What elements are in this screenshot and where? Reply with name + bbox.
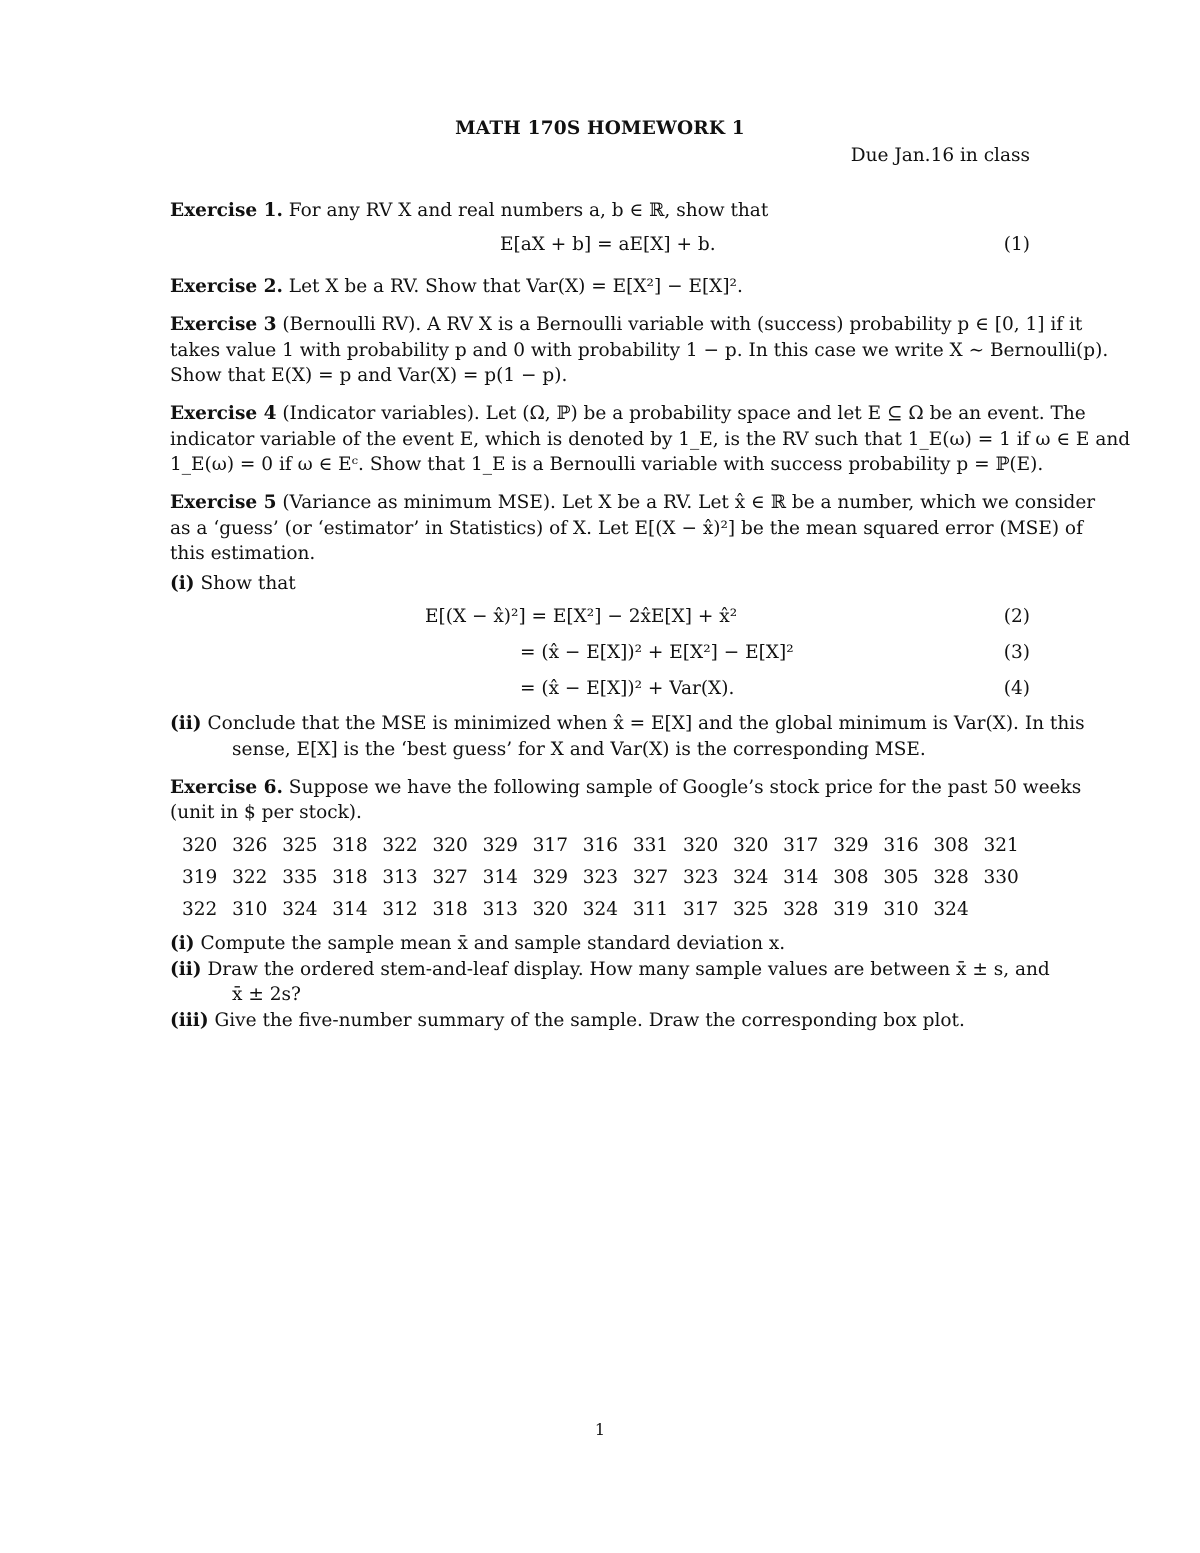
data-cell: 324 (282, 899, 318, 920)
exercise-6-text-1: Suppose we have the following sample of Google’s stock price for the past 50 weeks (288, 777, 1082, 798)
exercise-6-part-ii-text-1: Draw the ordered stem-and-leaf display. How many sample values are between x̄ ± s, and (207, 959, 1050, 980)
exercise-5-label: Exercise 5 (170, 492, 277, 513)
data-cell: 322 (382, 835, 418, 856)
equation-4: = (x̂ − E[X])² + Var(X). (520, 678, 735, 699)
data-cell: 320 (182, 835, 218, 856)
equation-3: = (x̂ − E[X])² + E[X²] − E[X]² (520, 642, 794, 663)
page-number: 1 (594, 1420, 606, 1439)
exercise-5-part-i-label: (i) (170, 573, 195, 594)
data-cell: 310 (883, 899, 919, 920)
data-cell: 335 (282, 867, 318, 888)
data-cell: 314 (783, 867, 819, 888)
equation-4-number: (4) (1003, 678, 1030, 699)
data-cell: 324 (933, 899, 969, 920)
data-cell: 317 (783, 835, 819, 856)
exercise-2-text: Let X be a RV. Show that Var(X) = E[X²] − E[X]². (288, 276, 743, 297)
data-cell: 318 (332, 867, 368, 888)
equation-3-number: (3) (1003, 642, 1030, 663)
exercise-6-line-2: (unit in $ per stock). (170, 802, 362, 823)
data-cell: 321 (983, 835, 1019, 856)
exercise-5-part-i (170, 571, 1032, 596)
data-cell: 320 (432, 835, 468, 856)
exercise-6-line-1 (170, 775, 1082, 800)
data-cell: 311 (632, 899, 669, 920)
data-cell: 330 (983, 867, 1019, 888)
data-cell: 320 (733, 835, 769, 856)
exercise-4-line-3: 1_E(ω) = 0 if ω ∈ Eᶜ. Show that 1_E is a Bernoulli variable with success probability p = ℙ(E). (170, 454, 1044, 475)
data-cell: 329 (833, 835, 869, 856)
data-cell: 312 (382, 899, 418, 920)
exercise-5-part-ii-label: (ii) (170, 713, 202, 734)
data-cell: 325 (733, 899, 769, 920)
data-cell: 319 (833, 899, 869, 920)
data-cell: 327 (432, 867, 468, 888)
data-cell: 318 (432, 899, 468, 920)
exercise-3-line-1 (170, 312, 1083, 337)
data-cell: 320 (682, 835, 719, 856)
exercise-6-part-ii-line-2: x̄ ± 2s? (232, 984, 301, 1005)
data-cell: 331 (632, 835, 669, 856)
data-cell: 317 (532, 835, 568, 856)
data-cell: 318 (332, 835, 368, 856)
exercise-6-part-iii (170, 1008, 1032, 1033)
data-row (182, 835, 1034, 860)
equation-2-number: (2) (1003, 606, 1030, 627)
exercise-3-line-3: Show that E(X) = p and Var(X) = p(1 − p). (170, 365, 568, 386)
exercise-4-line-1 (170, 401, 1086, 426)
data-cell: 305 (883, 867, 919, 888)
exercise-5-line-3: this estimation. (170, 543, 316, 564)
equation-2: E[(X − x̂)²] = E[X²] − 2x̂E[X] + x̂² (425, 606, 738, 627)
data-cell: 322 (182, 899, 218, 920)
exercise-5-text-1: (Variance as minimum MSE). Let X be a RV. Let x̂ ∈ ℝ be a number, which we consider (282, 492, 1096, 513)
data-cell: 329 (532, 867, 568, 888)
exercise-5-part-ii-line-2: sense, E[X] is the ‘best guess’ for X and Var(X) is the corresponding MSE. (232, 739, 926, 760)
exercise-4-line-2: indicator variable of the event E, which is denoted by 1_E, is the RV such that 1_E(ω) = 1 if ω ∈ E and (170, 429, 1131, 450)
exercise-1 (170, 198, 1032, 223)
exercise-1-text: For any RV X and real numbers a, b ∈ ℝ, show that (288, 200, 769, 221)
data-cell: 316 (582, 835, 619, 856)
data-cell: 327 (632, 867, 669, 888)
exercise-5-part-ii-line-1 (170, 711, 1085, 736)
data-cell: 320 (532, 899, 568, 920)
exercise-2 (170, 274, 1032, 299)
data-row (182, 899, 984, 924)
exercise-6-part-ii-label: (ii) (170, 959, 202, 980)
data-cell: 328 (933, 867, 969, 888)
data-cell: 326 (232, 835, 268, 856)
data-cell: 308 (933, 835, 969, 856)
data-cell: 316 (883, 835, 919, 856)
data-cell: 310 (232, 899, 268, 920)
data-cell: 314 (482, 867, 518, 888)
data-cell: 313 (482, 899, 518, 920)
exercise-5-line-1 (170, 490, 1096, 515)
data-cell: 323 (582, 867, 619, 888)
data-cell: 319 (182, 867, 218, 888)
exercise-3-label: Exercise 3 (170, 314, 277, 335)
data-cell: 308 (833, 867, 869, 888)
data-cell: 322 (232, 867, 268, 888)
exercise-6-part-iii-label: (iii) (170, 1010, 209, 1031)
exercise-6-part-ii-line-1 (170, 957, 1050, 982)
equation-1-number: (1) (1003, 234, 1030, 255)
exercise-4-text-1: (Indicator variables). Let (Ω, ℙ) be a probability space and let E ⊆ Ω be an event. The (282, 403, 1086, 424)
exercise-6-part-i-text: Compute the sample mean x̄ and sample standard deviation x. (200, 933, 786, 954)
exercise-2-label: Exercise 2. (170, 276, 283, 297)
exercise-5-part-i-text: Show that (200, 573, 296, 594)
equation-1: E[aX + b] = aE[X] + b. (500, 234, 716, 255)
exercise-5-part-ii-text-1: Conclude that the MSE is minimized when x̂ = E[X] and the global minimum is Var(X). In this (207, 713, 1085, 734)
data-cell: 328 (783, 899, 819, 920)
data-cell: 314 (332, 899, 368, 920)
data-row (182, 867, 1034, 892)
exercise-4-label: Exercise 4 (170, 403, 277, 424)
exercise-3-text-1: (Bernoulli RV). A RV X is a Bernoulli variable with (success) probability p ∈ [0, 1] if it (282, 314, 1083, 335)
data-cell: 324 (733, 867, 769, 888)
exercise-1-label: Exercise 1. (170, 200, 283, 221)
exercise-3-line-2: takes value 1 with probability p and 0 with probability 1 − p. In this case we write X ∼ Bernoulli(p). (170, 340, 1109, 361)
exercise-6-part-i-label: (i) (170, 933, 195, 954)
data-cell: 325 (282, 835, 318, 856)
exercise-6-label: Exercise 6. (170, 777, 283, 798)
data-cell: 313 (382, 867, 418, 888)
data-cell: 317 (682, 899, 719, 920)
data-cell: 329 (482, 835, 518, 856)
due-date: Due Jan.16 in class (850, 145, 1030, 166)
data-cell: 324 (582, 899, 619, 920)
data-cell: 323 (682, 867, 719, 888)
exercise-5-line-2: as a ‘guess’ (or ‘estimator’ in Statistics) of X. Let E[(X − x̂)²] be the mean squared error (MSE) of (170, 518, 1083, 539)
page-title: MATH 170S HOMEWORK 1 (455, 118, 745, 139)
exercise-6-part-i (170, 931, 1032, 956)
exercise-6-part-iii-text: Give the five-number summary of the sample. Draw the corresponding box plot. (214, 1010, 965, 1031)
